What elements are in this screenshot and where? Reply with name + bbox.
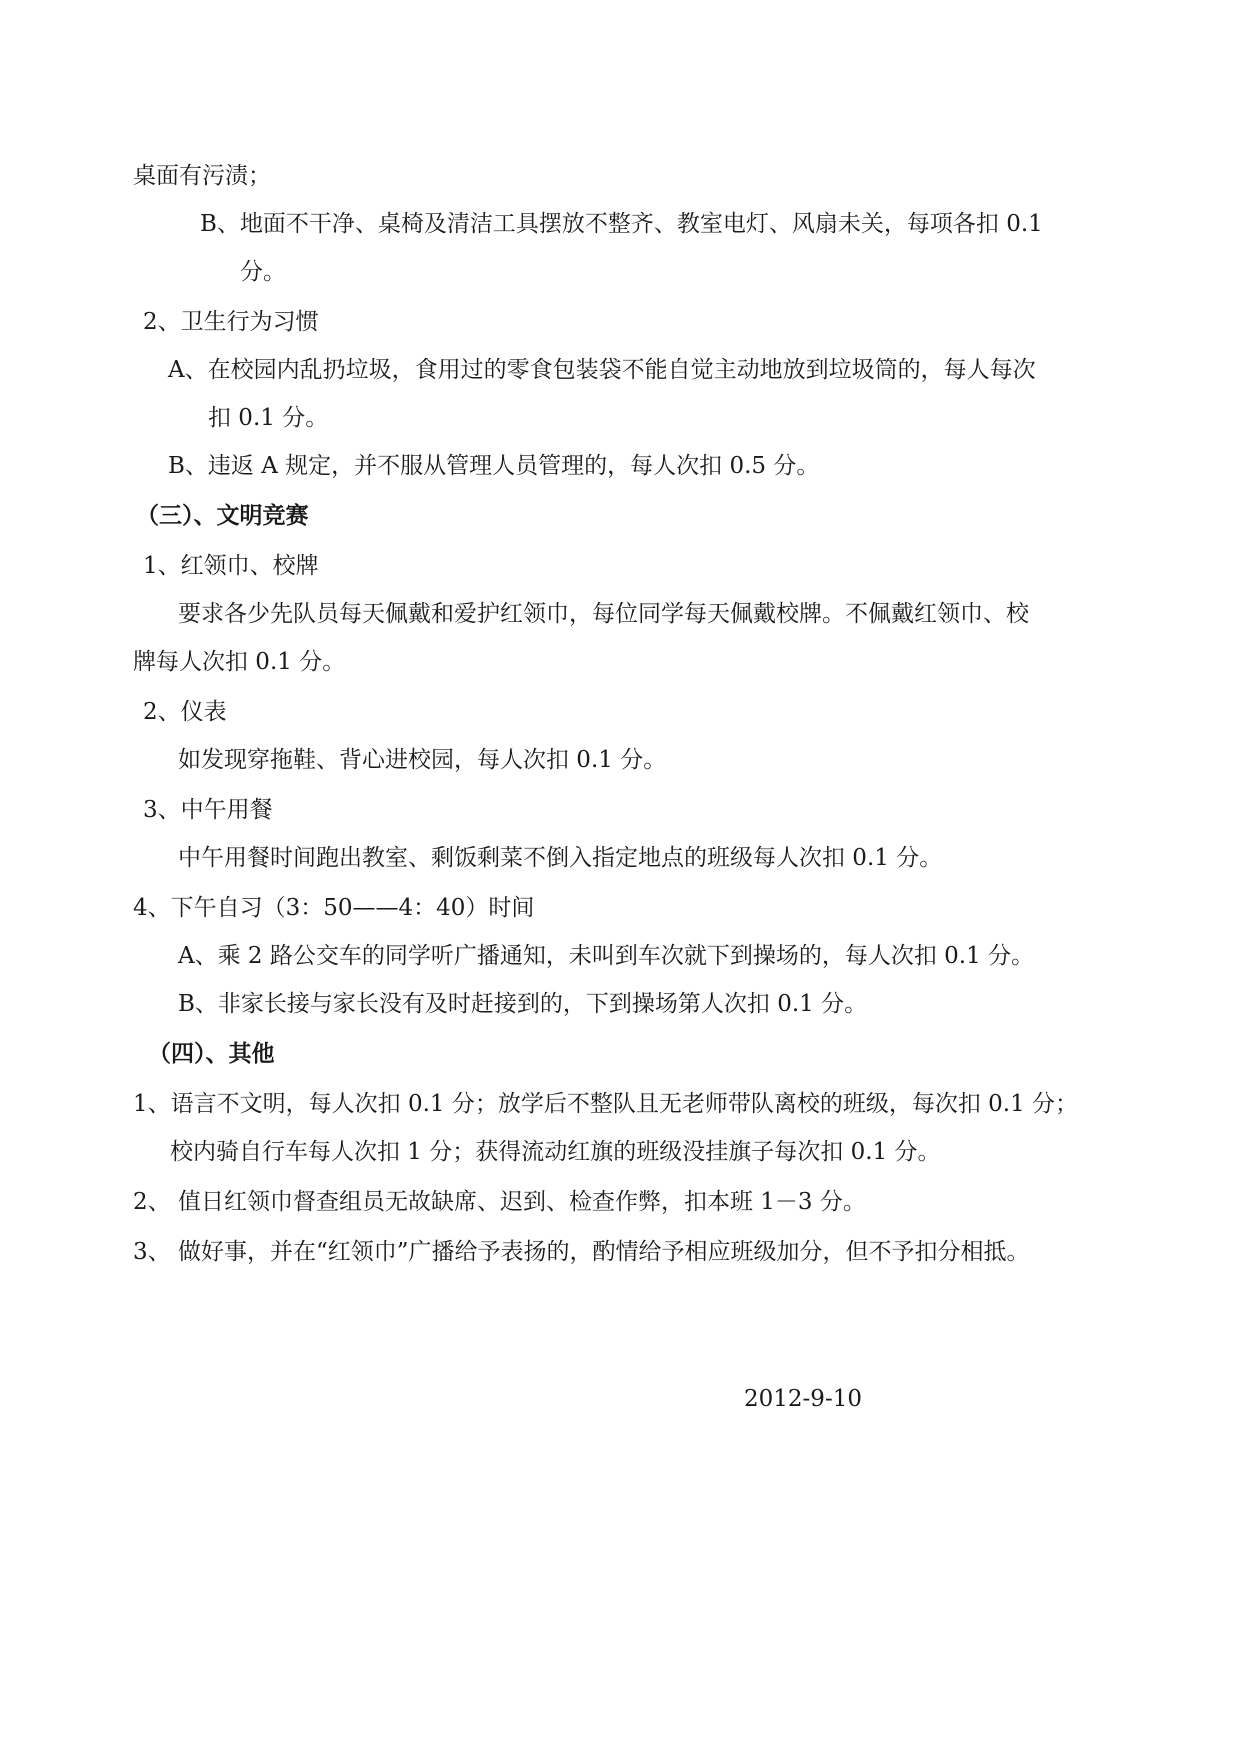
- text-line: 桌面有污渍；: [133, 163, 271, 189]
- text-line: 1、语言不文明，每人次扣 0.1 分；放学后不整队且无老师带队离校的班级，每次扣 0.1 分；: [133, 1091, 1079, 1117]
- text-line: A、乘 2 路公交车的同学听广播通知，未叫到车次就下到操场的，每人次扣 0.1 分。: [178, 943, 1035, 969]
- text-line: 如发现穿拖鞋、背心进校园，每人次扣 0.1 分。: [178, 747, 667, 773]
- text-line: 2、 值日红领巾督查组员无故缺席、迟到、检查作弊，扣本班 1－3 分。: [133, 1189, 866, 1215]
- text-line: 校内骑自行车每人次扣 1 分；获得流动红旗的班级没挂旗子每次扣 0.1 分。: [170, 1139, 941, 1165]
- text-line: 分。: [240, 259, 286, 285]
- text-line: 3、 做好事，并在“红领巾”广播给予表扬的，酌情给予相应班级加分，但不予扣分相抵。: [133, 1239, 1030, 1265]
- text-line: 中午用餐时间跑出教室、剩饭剩菜不倒入指定地点的班级每人次扣 0.1 分。: [178, 845, 943, 871]
- text-line: 牌每人次扣 0.1 分。: [133, 649, 346, 675]
- subheading: 2、仪表: [143, 699, 227, 725]
- document-date: 2012-9-10: [744, 1386, 862, 1412]
- subheading: 3、中午用餐: [143, 797, 273, 823]
- text-line: 要求各少先队员每天佩戴和爱护红领巾，每位同学每天佩戴校牌。不佩戴红领巾、校: [178, 601, 1029, 627]
- section-heading: （四）、其他: [148, 1040, 275, 1067]
- section-heading: （三）、文明竞赛: [136, 502, 309, 529]
- text-line: B、违返 A 规定，并不服从管理人员管理的，每人次扣 0.5 分。: [168, 453, 820, 479]
- text-line: 扣 0.1 分。: [208, 405, 329, 431]
- subheading: 4、下午自习（3：50——4：40）时间: [133, 895, 535, 921]
- text-line: B、地面不干净、桌椅及清洁工具摆放不整齐、教室电灯、风扇未关，每项各扣 0.1: [200, 211, 1043, 237]
- text-line: B、非家长接与家长没有及时赶接到的，下到操场第人次扣 0.1 分。: [178, 991, 868, 1017]
- subheading: 2、卫生行为习惯: [143, 309, 319, 335]
- subheading: 1、红领巾、校牌: [143, 553, 319, 579]
- text-line: A、在校园内乱扔垃圾，食用过的零食包装袋不能自觉主动地放到垃圾筒的，每人每次: [168, 357, 1036, 383]
